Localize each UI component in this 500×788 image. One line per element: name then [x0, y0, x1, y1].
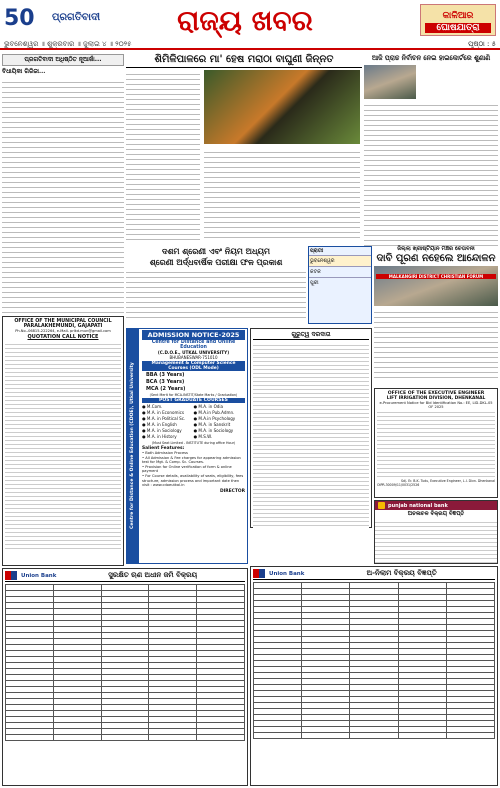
- ad-admission-sign: DIRECTOR: [220, 488, 245, 494]
- notice-gajapati: [2, 316, 124, 566]
- pnb-header: [375, 501, 497, 510]
- notice-gajapati-title: QUOTATION CALL NOTICE: [27, 334, 99, 340]
- table-row: [6, 735, 245, 741]
- union-right-header: [253, 569, 495, 580]
- story-right-body: [364, 101, 498, 247]
- story-tiger-headline: ଶିମିଳିପାଳରେ ମା' ହେଷ ମରାଠା ବାଘୁଣୀ ଜିନ୍ନତ: [126, 54, 362, 68]
- ad-admission-centre: Centre for Distance and Online Education: [151, 340, 236, 350]
- pg-course: ● M.A. in Sociology: [193, 428, 234, 433]
- feature-item: • Provision for Online verification of form & online payment: [142, 464, 232, 474]
- notice-gajapati-org2: PARALAKHEMUNDI, GAJAPATI: [23, 324, 103, 329]
- ug-course: BBA (3 Years): [146, 372, 185, 378]
- table-cell: [53, 735, 101, 741]
- ad-admission-side: [127, 329, 139, 563]
- story-demand-body: [374, 308, 498, 378]
- pg-course: ● M.A.in Psychology: [193, 416, 236, 421]
- ad-admission-ug: [142, 372, 245, 393]
- table-cell: [254, 733, 302, 739]
- pg-right-list: [194, 404, 246, 440]
- ad-pnb: [374, 500, 498, 564]
- table-cell: [149, 735, 197, 741]
- protest-banner: MALKANGIRI DISTRICT CHRISTIAN FORUM: [376, 274, 496, 279]
- logo-number: 50: [4, 6, 35, 31]
- notice-executive-org1: OFFICE OF THE EXECUTIVE ENGINEER: [387, 391, 485, 396]
- feature-item: • Both Admission Process: [142, 451, 188, 455]
- pg-course: ● M.Com.: [142, 404, 163, 409]
- union-left-title: ସୁରକ୍ଷିତ ଋଣ ଅଧୀନ ଜମି ବିକ୍ରୟ: [108, 571, 198, 579]
- ad-admission: [126, 328, 248, 564]
- union-right-title: ଅ-ନିଲାମ ବିକ୍ରୟ ବିଜ୍ଞପ୍ତି: [366, 569, 437, 577]
- feature-item: • For Course details, availability of seats, eligibility, fees structure, admission process and important date then visit : www.cdoeutkal.in: [142, 473, 244, 488]
- weather-row: ପ୍ରାତଃ: [309, 247, 371, 256]
- ug-course: MCA (2 Years): [146, 386, 186, 392]
- notice-executive-ref: e-Procurement Notice for Bid Identification No.: EE, LID-DKL-05 OF 2025: [379, 401, 493, 409]
- masthead: [0, 0, 500, 50]
- story-tiger: [126, 54, 362, 244]
- feature-item: • All Admission & Fee charges for appearing admission test for Mgt. & Comp. Sc. Courses.: [142, 455, 241, 465]
- rath-top: କାଳିଆର: [442, 11, 474, 21]
- pg-left-list: [142, 404, 194, 440]
- rath-bottom: ଘୋଷଯାତ୍ରା: [425, 23, 491, 33]
- ug-course: BCA (3 Years): [146, 379, 185, 385]
- table-cell: [350, 733, 398, 739]
- weather-row: ଭୁବନେଶ୍ୱର: [309, 256, 371, 267]
- pg-course: ● M.A. in Economics: [142, 410, 185, 415]
- pg-course: ● M.A. in Sanskrit: [193, 422, 231, 427]
- pg-course: ● M.A. in History: [142, 434, 177, 439]
- notice-executive-footer: OIPR-30009/11/0031/2526: [377, 483, 420, 487]
- notice-gajapati-org1: OFFICE OF THE MUNICIPAL COUNCIL: [14, 319, 112, 324]
- table-cell: [101, 735, 149, 741]
- pg-course: ● M.A. in Odia: [193, 404, 224, 409]
- pnb-body: [375, 519, 497, 563]
- notice-executive-body: [377, 409, 495, 479]
- tiger-photo: [204, 70, 360, 144]
- pg-course: ● M.A. in Political Sc.: [142, 416, 186, 421]
- union-bank-logo-icon: [253, 569, 265, 578]
- story-results-headline: ଦଶମ ଶ୍ରେଣୀ ଏବଂ ନିୟମ ଅଧ୍ୟମ: [162, 246, 270, 256]
- story-results: [126, 246, 306, 324]
- ad-union-right: [250, 566, 498, 786]
- ad-admission-pg-note: (Must Seat Limited - INSTITUTE during office Hour): [151, 441, 236, 445]
- pnb-logo-icon: [378, 502, 385, 509]
- weather-box: [308, 246, 372, 324]
- story-demand-kicker: ଜିଲ୍ଲା ଖ୍ରୀଷ୍ଟିୟାନ ମଞ୍ଚର ଚେତାବନୀ: [397, 246, 475, 252]
- ad-union-left: [2, 568, 248, 786]
- ad-admission-band: Management & Computer Science Courses (ODL Mode): [142, 361, 245, 371]
- notice-executive-org2: LIFT IRRIGATION DIVISION, DHENKANAL: [386, 396, 486, 401]
- ad-admission-features: [142, 451, 245, 488]
- notice-gajapati-ph: Ph.No.-06815-222264, e-Mail- prlkd.mun@gmail.com: [15, 329, 111, 333]
- story-tiger-body-1: [126, 70, 200, 242]
- notice-executive-sign: Sd/- Er. B.K. Tudu, Executive Engineer, L.I. Divn. Dhenkanal: [400, 479, 495, 483]
- pg-course: ● M.A. in English: [142, 422, 177, 427]
- union-bank-logo-icon: [5, 571, 17, 580]
- table-cell: [398, 733, 446, 739]
- ad-admission-ug-note: (Sent Merit for MCA-INSTIT/State Marks / Graduation): [149, 393, 238, 397]
- page-number: ପୃଷ୍ଠା : ୫: [468, 40, 496, 48]
- ad-admission-pg: [142, 404, 245, 440]
- story-results-subheadline: ଶ୍ରେଣୀ ଅର୍ଦ୍ଧବାର୍ଷିକ ପରୀକ୍ଷା ଫଳ ପ୍ରକାଶ: [149, 257, 283, 267]
- story-right-headline: ଆଜି ପ୍ରାଚ୍ଚ ନିର୍ବାଚନ ନେଇ ହାଇକୋର୍ଟରେ ଶୁଣାଣି: [371, 54, 491, 62]
- protest-photo: [374, 266, 498, 306]
- ad-admission-city: BHUBANESWAR-751010: [169, 355, 218, 360]
- notice-executive: [374, 388, 498, 498]
- dateline: ଭୁବନେଶ୍ୱର ॥ ଶୁକ୍ରବାର ॥ ଜୁଲାଇ ୪ ॥ ୨୦୨୫: [4, 40, 132, 48]
- table-cell: [197, 735, 245, 741]
- notice-gajapati-body: [5, 341, 121, 549]
- union-left-name: Union Bank: [21, 572, 57, 579]
- ad-admission-features-title: Salient Features:: [142, 446, 185, 451]
- table-cell: [302, 733, 350, 739]
- story-left-heading: ପ୍ରଗତିବାଦୀ ଅଧିଷ୍ଠିତ ନୂଆଖାଁ...: [2, 54, 124, 66]
- story-left: [2, 54, 124, 314]
- table-cell: [6, 735, 54, 741]
- ad-tender-mid-body: [253, 342, 369, 528]
- ad-tender-mid: [250, 328, 372, 528]
- weather-row: ପୁରୀ: [310, 280, 319, 286]
- story-left-subheading: ବିଧାୟିକା ଗିରିଜା...: [2, 68, 46, 75]
- union-right-table: [253, 582, 495, 739]
- ad-admission-centre-sub: (C.D.O.E., UTKAL UNIVERSITY): [157, 350, 230, 355]
- pnb-name: punjab national bank: [388, 502, 448, 509]
- brand-name: ପ୍ରଗତିବାଦୀ: [52, 12, 101, 23]
- table-row: [254, 733, 495, 739]
- story-demand: [374, 246, 498, 386]
- rath-yatra-badge: [420, 4, 496, 36]
- union-left-table: [5, 584, 245, 741]
- union-right-name: Union Bank: [269, 570, 305, 577]
- pg-course: ● M.S.W.: [193, 434, 212, 439]
- ad-admission-title: ADMISSION NOTICE-2025: [142, 330, 245, 340]
- page-title: ରାଜ୍ୟ ଖବର: [177, 4, 313, 37]
- story-right-top: [364, 54, 498, 244]
- pg-course: ● M.A.in Pub.Admn.: [193, 410, 235, 415]
- pg-course: ● M.A. in Sociology: [142, 428, 182, 433]
- union-left-header: [5, 571, 245, 582]
- weather-row: କଟକ: [309, 267, 371, 278]
- pnb-title: ଅଚଳାଚଳ ବିକ୍ରୟ ବିଜ୍ଞପ୍ତି: [407, 511, 465, 517]
- story-tiger-body-2: [204, 148, 360, 242]
- ad-admission-pg-title: POST GRADUATE COURSES: [142, 398, 245, 403]
- table-cell: [446, 733, 494, 739]
- ad-admission-side-text: Centre for Distance & Online Education (CDOE), Utkal University: [130, 362, 135, 530]
- court-photo: [364, 65, 416, 99]
- story-results-body: [126, 268, 306, 322]
- story-demand-headline: ଦାବି ପୂରଣ ନହେଲେ ଆନ୍ଦୋଳନ: [376, 253, 496, 264]
- ad-tender-mid-title: ଗୁରୁତ୍ୱ ଦରଦାତା: [253, 331, 369, 340]
- story-left-body: [2, 78, 124, 318]
